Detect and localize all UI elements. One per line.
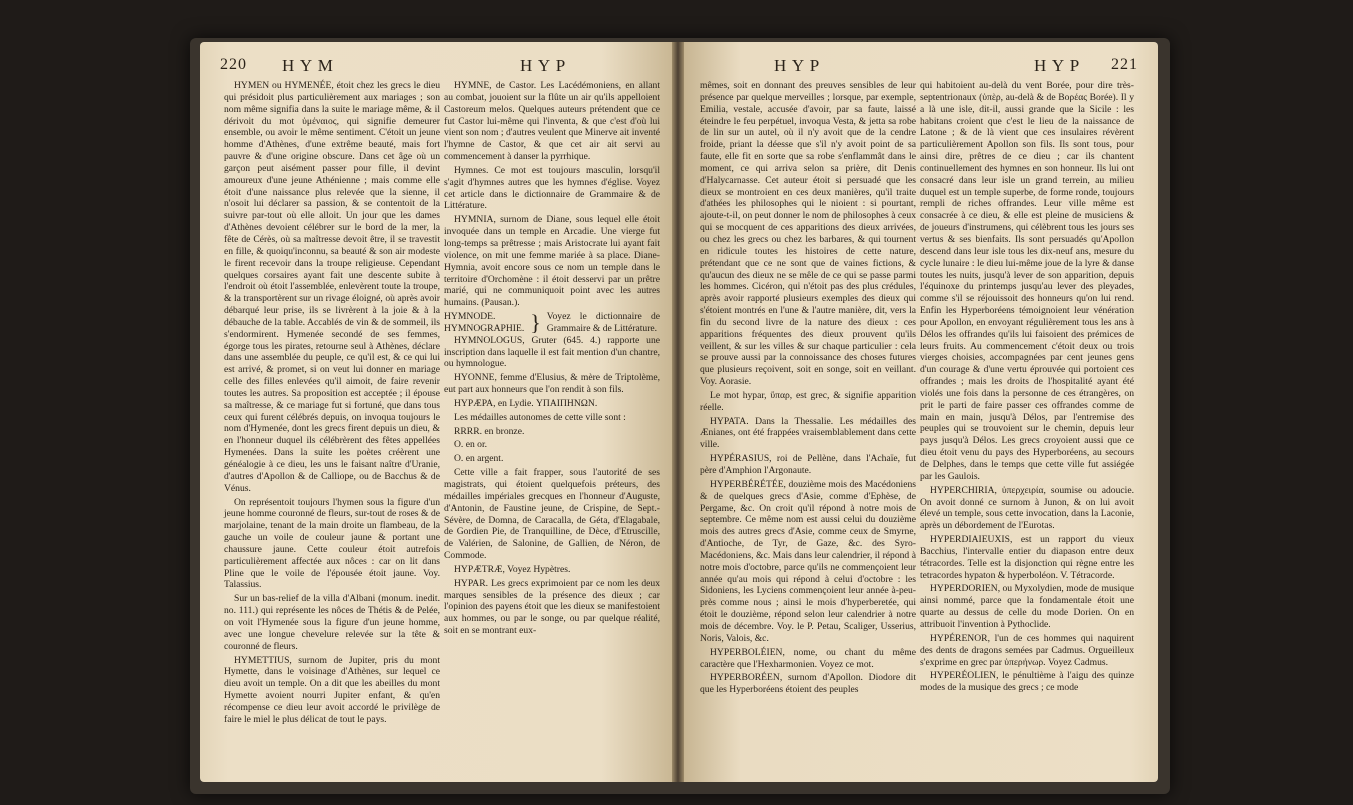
- right-page-header: [704, 56, 1138, 78]
- paragraph: Les médailles autonomes de cette ville sont :: [454, 411, 626, 423]
- page-number: 221: [1111, 56, 1138, 73]
- brace-term: HYMNODE.: [444, 311, 496, 323]
- paragraph: HYPERÉOLIEN, le pénultième à l'aigu des quinze modes de la musique des grecs ; ce mode: [920, 670, 1134, 694]
- paragraph: HYPATA. Dans la Thessalie. Les médailles des Ænianes, ont été frappées vraisemblablement dans cette ville.: [700, 415, 916, 451]
- paragraph: HYPERDORIEN, ou Myxolydien, mode de musique ainsi nommé, parce que la fondamentale étoit une quarte au dessus de celle du mode Dorien. On en attribuoit l'invention à Pythoclide.: [920, 583, 1134, 630]
- paragraph: HYMNIA, surnom de Diane, sous lequel elle étoit invoquée dans un temple en Arcadie. Une vierge fut long-temps sa prêtresse ; mais Aristocrate lui ayant fait violence, on mit une femme mariée à sa place. Diane-Hymnia, avoit encore sous ce nom un temple dans le territoire d'Orchomène : il étoit desservi par un prêtre marié, qui ne communiquoit point avec les autres humains. (Pausan.).: [444, 214, 660, 309]
- book-gutter: [672, 42, 684, 782]
- brace-text: Voyez le dictionnaire de Grammaire & de Littérature.: [546, 311, 660, 334]
- paragraph: HYMNOLOGUS, Gruter (645. 4.) rapporte une inscription dans laquelle il est fait mention d'un chantre, ou hymnologue.: [444, 334, 660, 370]
- paragraph: HYPERBÉRÉTÉE, douzième mois des Macédoniens & de quelques grecs d'Asie, comme d'Ephèse, de Pergame, &c. On croit qu'il répond à notre mois de septembre. Ce même nom est aussi celui du douzième mois des autres grecs d'Asie, comme ceux de Smyrne, d'Antioche, de Tyr, de Gaze, &c. des Syro-Macédoniens, &c. Mais dans leur calendrier, il répond à notre mois d'octobre, parce qu'ils ne commençoient leur année qu'au mois qui répond à celui d'octobre : les Sidoniens, les Lyciens commençoient leur année à-peu-près comme nous ; ainsi le mois d'hyperberetée, qui étoit le douzième, répond selon leur calendrier à notre mois de décembre. Voy. le P. Petau, Scaliger, Usserius, Noris, Valois, &c.: [700, 478, 916, 644]
- paragraph: HYPÉRENOR, l'un de ces hommes qui naquirent des dents de dragons semées par Cadmus. Orgueilleux s'exprime en grec par ὑπερήνωρ. Voyez Cadmus.: [920, 632, 1134, 668]
- paragraph: HYPERDIAIEUXIS, est un rapport du vieux Bacchius, l'intervalle entier du diapason entre deux tétracordes. Telle est la disjonction qui règne entre les tetracordes hypaton & hyperboléon. V. Tétracorde.: [920, 534, 1134, 581]
- paragraph: HYMNE, de Castor. Les Lacédémoniens, en allant au combat, jouoient sur la flûte un air qu'ils appelloient Castoreum melos. Quelques auteurs prétendent que ce fut Castor lui-même qui l'inventa, & que c'est d'où lui vient son nom ; d'autres veulent que Minerve ait inventé l'hymne de Castor, & que cet air ait servi au commencement à danser la pyrrhique.: [444, 80, 660, 163]
- left-page-header: [220, 56, 652, 78]
- paragraph: HYPERCHIRIA, ὑπερχειρία, soumise ou adoucie. On avoit donné ce surnom à Junon, & on lui avoit élevé un temple, sous cette invocation, dans la Laconie, après un débordement de l'Eurotas.: [920, 484, 1134, 532]
- running-head-center: H Y P: [774, 56, 821, 75]
- left-page-column-2: [444, 80, 660, 639]
- paragraph: HYMETTIUS, surnom de Jupiter, pris du mont Hymette, dans le voisinage d'Athènes, sur lequel ce dieu avoit un temple. On a dit que les abeilles du mont Hymette avoient nourri Jupiter enfant, & qu'en récompense ce dieu leur avoit accordé le privilège de faire le miel le plus délicat de tout le pays.: [224, 654, 440, 725]
- paragraph: HYPERBOLÉIEN, nome, ou chant du même caractère que l'Hexharmonien. Voyez ce mot.: [700, 646, 916, 670]
- running-head-right: H Y P: [1034, 56, 1081, 75]
- paragraph: HYPÆTRÆ, Voyez Hypètres.: [454, 563, 571, 575]
- brace-entry: [444, 311, 660, 335]
- paragraph: HYONNE, femme d'Elusius, & mère de Triptolème, eut part aux honneurs que l'on rendit à son fils.: [444, 372, 660, 396]
- left-page: [200, 42, 672, 782]
- paragraph: HYMEN ou HYMENÉE, étoit chez les grecs le dieu qui présidoit plus particulièrement aux mariages ; son nom même signifia dans la suite le mariage même, & il dérivoit du mot ὑμέναιος, qui signifie demeurer ensemble, ou avoir le même sentiment. C'étoit un jeune homme d'Athènes, d'une extrême beauté, mais fort pauvre & d'une origine obscure. Dans cet âge où un garçon peut aisément passer pour fille, il devint amoureux d'une jeune Athénienne ; mais comme elle étoit d'une naissance plus relevée que la sienne, il n'osoit lui déclarer sa passion, & se contentoit de la suivre par-tout où elle alloit. Un jour que les dames d'Athènes devoient célébrer sur le bord de la mer, la fête de Cérès, où sa maîtresse devoit être, il se travestit en fille, & quoiqu'inconnu, sa beauté & son air modeste le firent recevoir dans la troupe religieuse. Cependant quelques corsaires ayant fait une descente subite à l'endroit où étoit l'assemblée, enlevèrent toute la troupe, & la transportèrent sur un rivage éloigné, où après avoir débarqué leur prise, ils se livrèrent à la joie & à la débauche de la table. Accablés de vin & de sommeil, ils s'endormirent. Hymenée secondé de ses femmes, égorge tous les pirates, retourne seul à Athènes, déclare dans une assemblée du peuple, ce qu'il est, & ce qui lui est arrivé, & promet, si on veut lui donner en mariage celle des filles enlevées qu'il aimoit, de faire revenir toutes les autres. Sa proposition est acceptée ; il épouse sa maîtresse, & ce mariage fut si fortuné, que dans tous ceux qui furent célébrés depuis, on invoqua toujours le nom d'Hymenée, dont les grecs firent depuis un dieu, & en l'honneur duquel ils célébrèrent des fêtes appellées Hymenées. Dans la suite les poètes créèrent une généalogie à ce dieu, les uns le faisant naître d'Uranie, d'autres d'Apollon & de Calliope, ou de Bacchus & de Vénus.: [224, 80, 440, 494]
- brace-glyph: }: [530, 309, 541, 335]
- paragraph: On représentoit toujours l'hymen sous la figure d'un jeune homme couronné de fleurs, sur-tout de roses & de marjolaine, tenant de la main droite un flambeau, de la gauche un voile de couleur jaune & portant une chaussure jaune. Cette couleur étoit autrefois particulièrement affectée aux nôces : car on lit dans Pline que le voile de l'épousée étoit jaune. Voy. Talassius.: [224, 496, 440, 591]
- running-head-left: H Y M: [282, 56, 334, 75]
- paragraph: HYPERBORÉEN, surnom d'Apollon. Diodore dit que les Hyperboréens étoient des peuples: [700, 672, 916, 696]
- paragraph: qui habitoient au-delà du vent Borée, pour dire très-septentrionaux (ὑπὲρ, au-delà & de Βορέας Borée). Il y a là une isle, dit-il, aussi grande que la Sicile : les habitans croient que c'est le lieu de la naissance de Latone ; & de là vient que ces insulaires révèrent particulièrement Apollon son fils. Ils sont tous, pour ainsi dire, prêtres de ce dieu ; car ils chantent continuellement des hymnes en son honneur. Ils lui ont consacré dans leur isle un grand terrein, au milieu duquel est un temple superbe, de forme ronde, toujours rempli de riches offrandes. Leur ville même est consacrée à ce dieu, & elle est pleine de musiciens & de joueurs d'instrumens, qui célèbrent tous les jours ses vertus & ses bienfaits. Ils sont persuadés qu'Apollon descend dans leur isle tous les dix-neuf ans, mesure du cycle lunaire : le dieu lui-même joue de la lyre & danse toutes les nuits, jusqu'à lever de son apparition, depuis l'équinoxe du printemps jusqu'au lever des pleyades, comme s'il se réjouissoit des honneurs qu'on lui rend. Enfin les Hyperboréens témoignoient leur vénération pour Apollon, en envoyant régulièrement tous les ans à Délos les offrandes qu'ils lui faisoient des prémices de leurs fruits. Au commencement c'étoit deux ou trois vierges choisies, accompagnées par cent jeunes gens d'un courage & d'une vertu éprouvée qui portoient ces offrandes ; mais les droits de l'hospitalité ayant été violés une fois dans la personne de ces étrangères, on prit le parti de faire passer ces offrandes comme de main en main, jusqu'à Délos, par l'entremise des peuples qui se trouvoient sur le chemin, depuis leur pays jusqu'à Délos. Les grecs croyoient aussi que ce dieu étoit venu du pays des Hyperboréens, au secours de Delphes, dans le temps que cette ville fut assiégée par les Gaulois.: [920, 80, 1134, 482]
- paragraph: O. en or.: [454, 439, 488, 451]
- right-page: [684, 42, 1158, 782]
- brace-term: HYMNOGRAPHIE.: [444, 322, 525, 334]
- running-head-center: H Y P: [520, 56, 567, 75]
- left-page-column-1: [224, 80, 440, 728]
- paragraph: mêmes, soit en donnant des preuves sensibles de leur présence par quelque merveilles ; lorsque, par exemple, Emilia, vestale, accusée d'avoir, par sa faute, laissé éteindre le feu perpétuel, invoqua Vesta, & jetta sa robe de lin sur un autel, où il n'y avoit que de la cendre froide, priant la déesse que s'il n'y avoit point de sa faute, elle fit en sorte que sa robe s'enflammât dans le moment, ce qui arriva selon sa prière, dit Denis d'Halycarnasse. Cet auteur étoit si persuadé que les dieux se montroient en ces deux manières, qu'il traite d'athées les philosophes qui le nioient : si pourtant, ajoute-t-il, on peut donner le nom de philosophes à ceux qui se mocquent de ces apparitions des dieux arrivées, ou chez les grecs ou chez les barbares, & qui tournent en ridicule toutes les histoires de cette nature, prétendant que ce ne sont que de vaines fictions, & qu'aucun des dieux ne se mêle de ce qui se passe parmi les hommes. Cicéron, qui n'étoit pas des plus crédules, après avoir rapporté plusieurs exemples des dieux qui s'étoient montrés en l'une & l'autre manière, dit, vers la fin du second livre de la nature des dieux : ces apparitions fréquentes des dieux prouvent qu'ils veillent, & sur les villes & sur chaque particulier : cela se prouve aussi par la connoissance des choses futures que plusieurs reçoivent, soit en songe, soit en veillant. Voy. Aorasie.: [700, 80, 916, 388]
- paragraph: HYPAR. Les grecs exprimoient par ce nom les deux marques sensibles de la présence des dieux ; car l'opinion des payens étoit que les dieux se manifestoient aux hommes, ou par le songe, ou par quelque réalité, soit en se montrant eux-: [444, 577, 660, 637]
- page-number: 220: [220, 56, 247, 73]
- paragraph: HYPÆPA, en Lydie. ΥΠΑΙΠΗΝΩΝ.: [454, 397, 598, 409]
- right-page-column-2: [920, 80, 1134, 696]
- paragraph: Sur un bas-relief de la villa d'Albani (monum. inedit. no. 111.) qui représente les nôces de Thétis & de Pelée, on voit l'Hymenée sous la figure d'un jeune homme, avec une longue chevelure relevée sur la tête & couronné de fleurs.: [224, 593, 440, 652]
- paragraph: O. en argent.: [454, 453, 504, 465]
- paragraph: RRRR. en bronze.: [454, 425, 525, 437]
- paragraph: HYPÉRASIUS, roi de Pellène, dans l'Achaïe, fut père d'Amphion l'Argonaute.: [700, 453, 916, 476]
- paragraph: Cette ville a fait frapper, sous l'autorité de ses magistrats, qui étoient quelquefois préteurs, des médailles impériales grecques en l'honneur d'Auguste, d'Antonin, de Faustine jeune, de Crispine, de Sept.-Sévère, de Domna, de Caracalla, de Géta, d'Elagabale, de Gordien Pie, de Tranquilline, de Dèce, d'Etruscille, de Valérien, de Salonine, de Gallien, de Néron, de Commode.: [444, 467, 660, 562]
- right-page-column-1: [700, 80, 916, 698]
- paragraph: Le mot hypar, ὕπαρ, est grec, & signifie apparition réelle.: [700, 389, 916, 413]
- paragraph: Hymnes. Ce mot est toujours masculin, lorsqu'il s'agit d'hymnes autres que les hymnes d'église. Voyez cet article dans le dictionnaire de Grammaire & de Littérature.: [444, 164, 660, 212]
